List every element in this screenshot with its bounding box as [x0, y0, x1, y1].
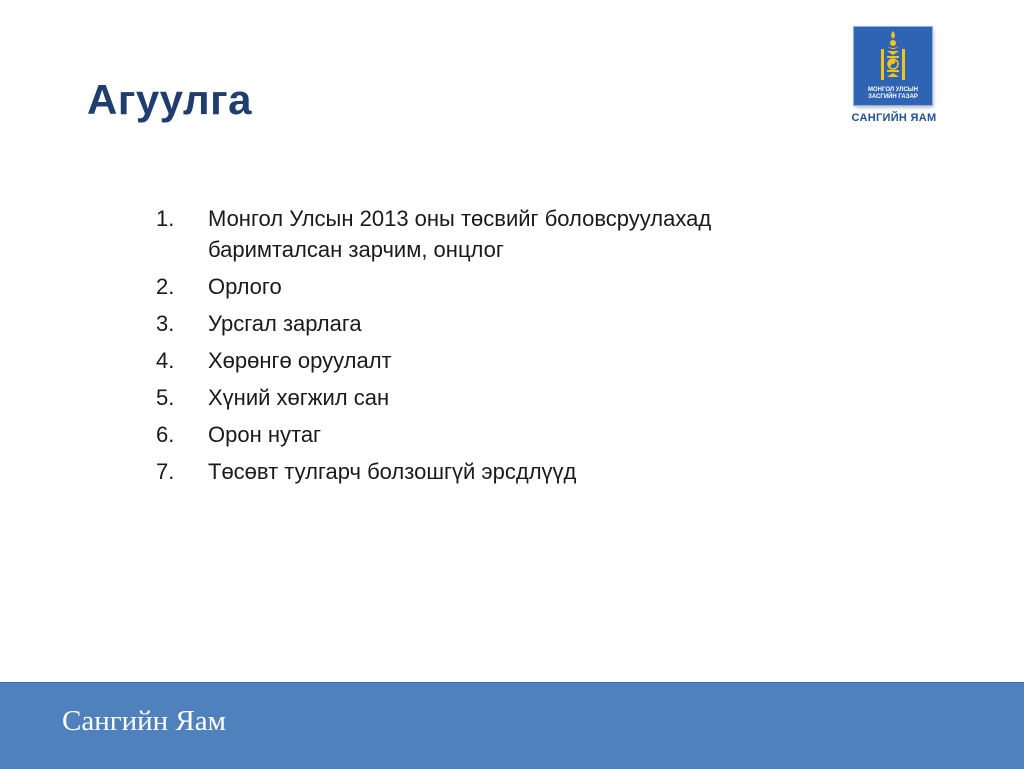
- government-logo: [854, 27, 932, 105]
- agenda-item-number: 4.: [156, 348, 175, 373]
- agenda-item-number: 2.: [156, 274, 175, 299]
- agenda-item: [156, 271, 836, 302]
- agenda-item-text: Төсөвт тулгарч болзошгүй эрсдлүүд: [208, 459, 577, 484]
- footer-title: Сангийн Яам: [62, 705, 227, 737]
- agenda-item-number: 7.: [156, 459, 175, 484]
- logo-line-1: МОНГОЛ УЛСЫН: [868, 87, 918, 93]
- agenda-item: [156, 203, 836, 265]
- agenda-item: [156, 345, 836, 376]
- agenda-item-number: 3.: [156, 311, 175, 336]
- agenda-item-text: Орлого: [208, 274, 282, 299]
- footer-bar: [0, 682, 1024, 769]
- agenda-item-text: Урсгал зарлага: [208, 311, 362, 336]
- agenda-item-text: Хүний хөгжил сан: [208, 385, 390, 410]
- agenda-item: [156, 456, 836, 487]
- agenda-item: [156, 419, 836, 450]
- agenda-item-number: 6.: [156, 422, 175, 447]
- agenda-list: [156, 203, 836, 493]
- logo-line-2: ЗАСГИЙН ГАЗАР: [868, 94, 918, 100]
- agenda-item-text: Монгол Улсын 2013 оны төсвийг боловсруулахад баримталсан зарчим, онцлог: [208, 206, 712, 262]
- logo-caption: САНГИЙН ЯАМ: [851, 112, 937, 124]
- agenda-item-number: 1.: [156, 206, 175, 231]
- agenda-item-text: Хөрөнгө оруулалт: [208, 348, 392, 373]
- agenda-item-number: 5.: [156, 385, 175, 410]
- agenda-item: [156, 382, 836, 413]
- slide-title: Агуулга: [87, 76, 253, 123]
- agenda-item-text: Орон нутаг: [208, 422, 322, 447]
- agenda-item: [156, 308, 836, 339]
